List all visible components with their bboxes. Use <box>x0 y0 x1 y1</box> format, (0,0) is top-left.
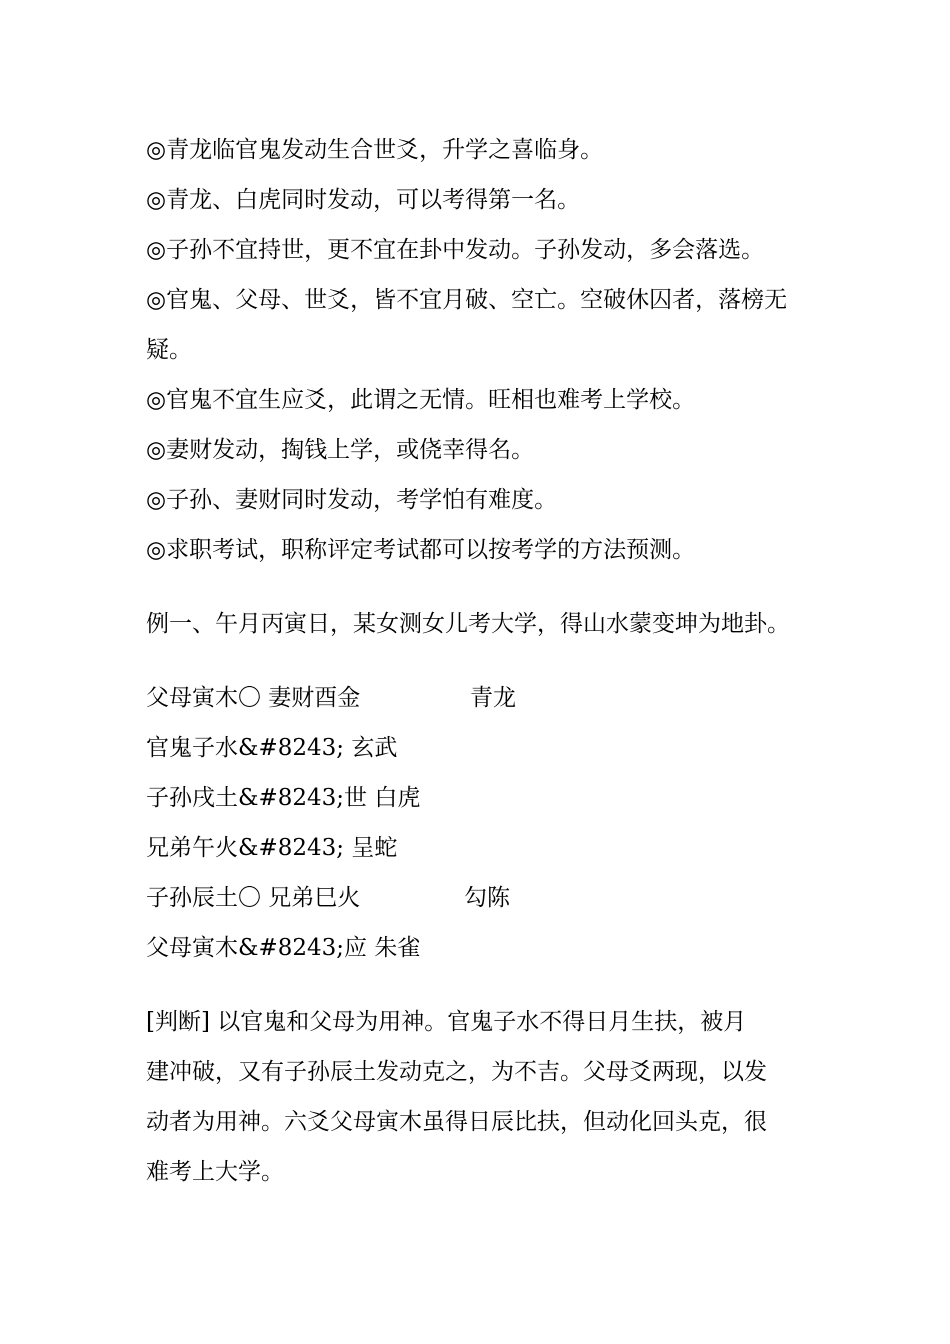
judgement-paragraph <box>146 997 836 1197</box>
spacer <box>146 649 836 673</box>
gua-line <box>146 873 836 923</box>
gua-line-text: 子孙戌土&#8243;世 白虎 <box>146 785 421 811</box>
gua-line-spirit: 青龙 <box>470 685 516 711</box>
gua-line-text: 兄弟午火&#8243; 呈蛇 <box>146 835 398 861</box>
gua-line <box>146 773 836 823</box>
document-page <box>146 125 836 1197</box>
rule-line: 疑。 <box>146 337 192 363</box>
rule-line: ◎官鬼不宜生应爻，此谓之无情。旺相也难考上学校。 <box>146 387 696 413</box>
gua-line-text: 父母寅木&#8243;应 朱雀 <box>146 935 421 961</box>
rule-line: ◎求职考试，职称评定考试都可以按考学的方法预测。 <box>146 537 696 563</box>
rules-list <box>146 125 836 575</box>
rule-line: ◎青龙临官鬼发动生合世爻，升学之喜临身。 <box>146 137 604 163</box>
judgement-line: 难考上大学。 <box>146 1159 284 1185</box>
example-title: 例一、午月丙寅日，某女测女儿考大学，得山水蒙变坤为地卦。 <box>146 611 790 637</box>
gua-line-spirit: 勾陈 <box>464 885 510 911</box>
gua-line-text: 父母寅木〇 妻财酉金 <box>146 685 361 711</box>
gua-line <box>146 823 836 873</box>
rule-line: ◎官鬼、父母、世爻，皆不宜月破、空亡。空破休囚者，落榜无 <box>146 287 788 313</box>
gua-line <box>146 723 836 773</box>
judgement-line: [判断] 以官鬼和父母为用神。官鬼子水不得日月生扶，被月 <box>146 1009 747 1035</box>
gua-table <box>146 673 836 973</box>
spacer <box>146 973 836 997</box>
rule-line: ◎青龙、白虎同时发动，可以考得第一名。 <box>146 187 581 213</box>
judgement-line: 动者为用神。六爻父母寅木虽得日辰比扶，但动化回头克，很 <box>146 1109 767 1135</box>
rule-line: ◎妻财发动，掏钱上学，或侥幸得名。 <box>146 437 535 463</box>
gua-line <box>146 673 836 723</box>
gua-line <box>146 923 836 973</box>
judgement-line: 建冲破，又有子孙辰土发动克之，为不吉。父母爻两现，以发 <box>146 1059 767 1085</box>
gua-line-text: 子孙辰土〇 兄弟巳火 <box>146 885 361 911</box>
gua-line-text: 官鬼子水&#8243; 玄武 <box>146 735 398 761</box>
spacer <box>146 575 836 599</box>
rule-line: ◎子孙、妻财同时发动，考学怕有难度。 <box>146 487 558 513</box>
rule-line: ◎子孙不宜持世，更不宜在卦中发动。子孙发动，多会落选。 <box>146 237 765 263</box>
